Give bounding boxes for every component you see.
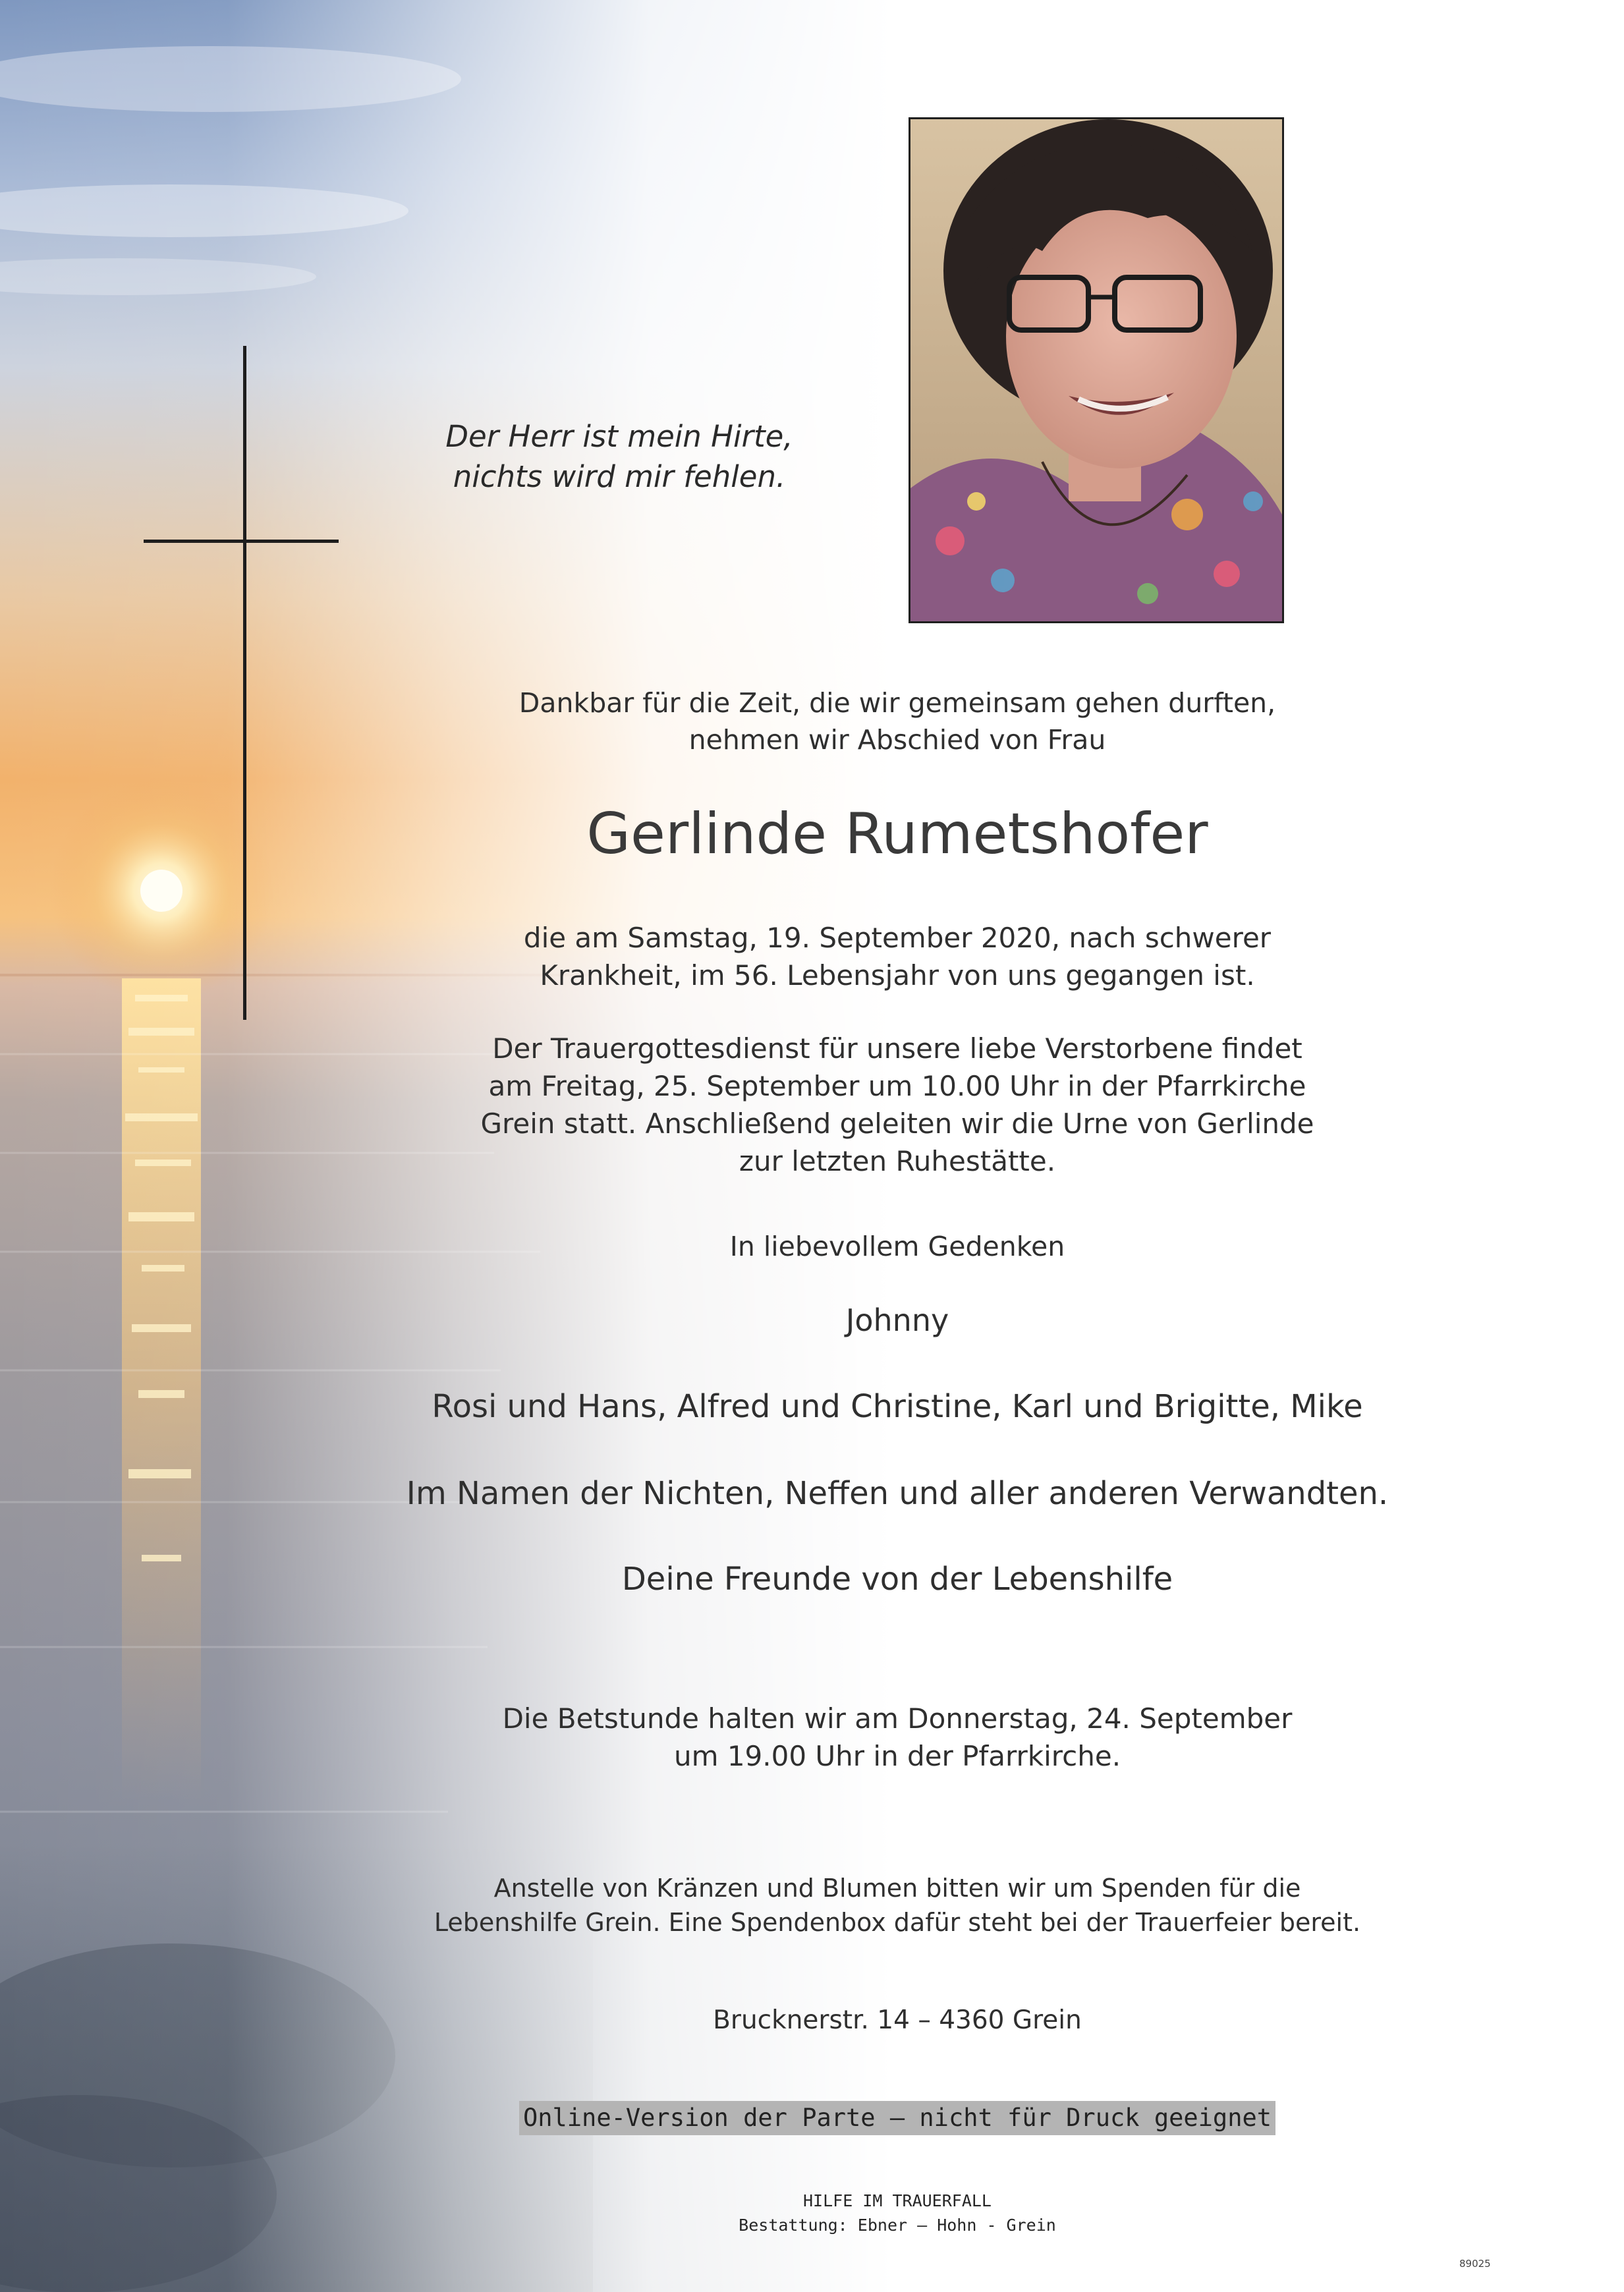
donation-line-1: Anstelle von Kränzen und Blumen bitten wir um Spenden für die — [493, 1874, 1301, 1903]
funeral-home-footer — [285, 2189, 1510, 2237]
portrait-photo — [909, 117, 1284, 623]
prayer-line-1: Die Betstunde halten wir am Donnerstag, 24. September — [502, 1702, 1293, 1735]
funeral-service-notice — [285, 1030, 1510, 1180]
donation-request — [285, 1871, 1510, 1940]
service-line-2: am Freitag, 25. September um 10.00 Uhr in der Pfarrkirche — [488, 1070, 1306, 1102]
service-line-1: Der Trauergottesdienst für unsere liebe Verstorbene findet — [492, 1032, 1302, 1065]
cross-vertical-bar — [243, 346, 246, 1020]
mourner-relatives: Im Namen der Nichten, Neffen und aller anderen Verwandten. — [406, 1475, 1389, 1512]
family-address: Brucknerstr. 14 – 4360 Grein — [713, 2005, 1082, 2035]
prayer-hour-notice — [285, 1700, 1510, 1775]
prayer-line-2: um 19.00 Uhr in der Pfarrkirche. — [673, 1740, 1121, 1772]
service-line-3: Grein statt. Anschließend geleiten wir die Urne von Gerlinde — [480, 1107, 1314, 1140]
intro-text — [285, 685, 1510, 758]
online-version-note-wrapper — [285, 2101, 1510, 2135]
remembrance-line: In liebevollem Gedenken — [729, 1231, 1065, 1262]
service-line-4: zur letzten Ruhestätte. — [739, 1145, 1056, 1177]
footer-line-2: Bestattung: Ebner – Hohn - Grein — [739, 2216, 1056, 2235]
footer-line-1: HILFE IM TRAUERFALL — [803, 2191, 992, 2210]
print-code: 89025 — [1459, 2258, 1491, 2270]
mourner-friends: Deine Freunde von der Lebenshilfe — [621, 1561, 1173, 1598]
cross-horizontal-bar — [144, 540, 339, 543]
death-line-1: die am Samstag, 19. September 2020, nach schwerer — [523, 922, 1272, 954]
bible-verse-motto — [422, 416, 817, 497]
motto-line-2: nichts wird mir fehlen. — [453, 459, 786, 494]
intro-line-2: nehmen wir Abschied von Frau — [688, 724, 1106, 756]
death-line-2: Krankheit, im 56. Lebensjahr von uns gegangen ist. — [540, 959, 1255, 992]
donation-line-2: Lebenshilfe Grein. Eine Spendenbox dafür steht bei der Trauerfeier bereit. — [434, 1908, 1361, 1937]
intro-line-1: Dankbar für die Zeit, die wir gemeinsam gehen durften, — [518, 687, 1276, 719]
online-version-note: Online-Version der Parte – nicht für Druck geeignet — [519, 2101, 1275, 2135]
deceased-name: Gerlinde Rumetshofer — [586, 801, 1208, 867]
mourner-siblings: Rosi und Hans, Alfred und Christine, Karl und Brigitte, Mike — [432, 1388, 1363, 1425]
mourner-partner: Johnny — [845, 1302, 949, 1338]
motto-line-1: Der Herr ist mein Hirte, — [445, 419, 793, 454]
death-notice — [285, 919, 1510, 994]
